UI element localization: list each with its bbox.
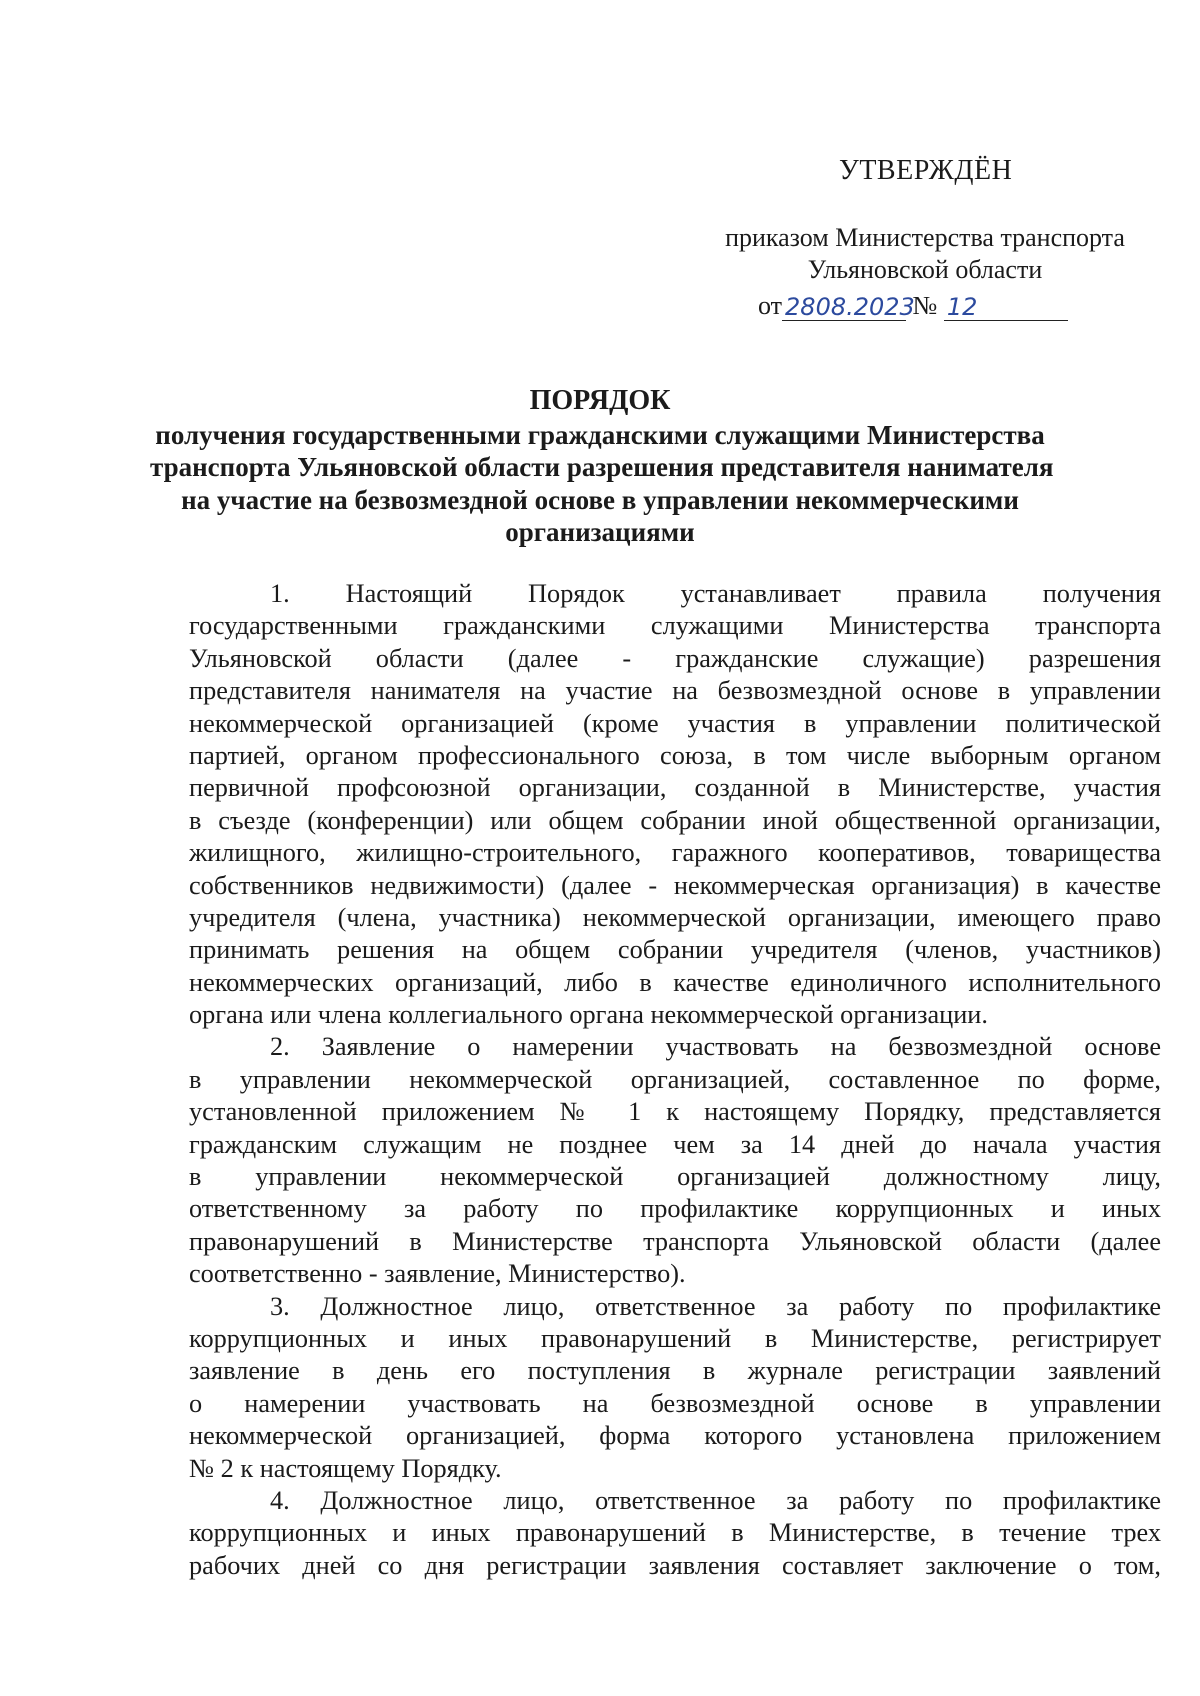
text-line: Ульяновской области (далее - гражданские служащие) разрешения <box>189 643 1161 673</box>
handwritten-number: 12 <box>946 293 978 321</box>
text-line: соответственно - заявление, Министерство). <box>189 1259 686 1289</box>
text-line: рабочих дней со дня регистрации заявления составляет заключение о том, <box>189 1550 1161 1580</box>
text-line: заявление в день его поступления в журнале регистрации заявлений <box>189 1356 1161 1386</box>
document-title <box>150 385 1054 549</box>
approval-stamp-heading: УТВЕРЖДЁН <box>839 155 1013 186</box>
text-line: жилищного, жилищно-строительного, гаражного кооперативов, товарищества <box>189 838 1161 868</box>
title-line: на участие на безвозмездной основе в управлении некоммерческими <box>181 484 1019 515</box>
text-line: партией, органом профессионального союза, в том числе выборным органом <box>189 740 1161 770</box>
title-main: ПОРЯДОК <box>529 385 671 416</box>
paragraph-2 <box>189 1031 1161 1290</box>
number-prefix: № <box>912 291 938 320</box>
text-line: в управлении некоммерческой организацией, составленное по форме, <box>189 1064 1161 1094</box>
approval-line: Ульяновской области <box>807 255 1043 284</box>
text-line: 4. Должностное лицо, ответственное за работу по профилактике <box>270 1485 1161 1515</box>
text-line: некоммерческой организацией, форма которого установлена приложением <box>189 1421 1161 1451</box>
text-line: некоммерческой организацией (кроме участия в управлении политической <box>189 708 1161 738</box>
text-line: 1. Настоящий Порядок устанавливает правила получения <box>270 579 1161 608</box>
text-line: в управлении некоммерческой организацией должностному лицу, <box>189 1162 1161 1192</box>
text-line: органа или члена коллегиального органа некоммерческой организации. <box>189 1000 988 1030</box>
text-line: принимать решения на общем собрании учредителя (членов, участников) <box>189 935 1161 965</box>
text-line: 3. Должностное лицо, ответственное за работу по профилактике <box>270 1291 1161 1321</box>
approval-line: приказом Министерства транспорта <box>725 223 1125 252</box>
text-line: 2. Заявление о намерении участвовать на безвозмездной основе <box>270 1032 1161 1062</box>
text-line: ответственному за работу по профилактике коррупционных и иных <box>189 1194 1161 1224</box>
text-line: установленной приложением № 1 к настоящему Порядку, представляется <box>189 1097 1161 1127</box>
text-line: собственников недвижимости) (далее - некоммерческая организация) в качестве <box>189 870 1161 900</box>
text-line: правонарушений в Министерстве транспорта Ульяновской области (далее <box>189 1226 1161 1256</box>
text-line: о намерении участвовать на безвозмездной основе в управлении <box>189 1388 1161 1418</box>
order-date-number <box>758 291 1068 321</box>
text-line: учредителя (члена, участника) некоммерческой организации, имеющего право <box>189 902 1161 932</box>
paragraph-3 <box>189 1291 1161 1485</box>
text-line: коррупционных и иных правонарушений в Министерстве, в течение трех <box>189 1518 1161 1548</box>
text-line: первичной профсоюзной организации, созданной в Министерстве, участия <box>189 773 1161 803</box>
paragraph-1 <box>189 578 1161 1031</box>
paragraph-4 <box>189 1485 1161 1582</box>
text-line: гражданским служащим не позднее чем за 14 дней до начала участия <box>189 1129 1161 1159</box>
handwritten-date: 2808.2023 <box>785 293 915 321</box>
number-field <box>944 292 1068 321</box>
date-prefix: от <box>758 291 783 320</box>
text-line: в съезде (конференции) или общем собрании иной общественной организации, <box>189 805 1161 835</box>
text-line: некоммерческих организаций, либо в качестве единоличного исполнительного <box>189 967 1161 997</box>
text-line: государственными гражданскими служащими Министерства транспорта <box>189 611 1161 641</box>
title-line: получения государственными гражданскими служащими Министерства <box>155 419 1045 450</box>
document-body <box>189 578 1161 1582</box>
text-line: № 2 к настоящему Порядку. <box>189 1453 502 1483</box>
title-line: организациями <box>505 517 695 547</box>
date-field <box>782 292 915 321</box>
text-line: представителя нанимателя на участие на безвозмездной основе в управлении <box>189 676 1161 706</box>
title-line: транспорта Ульяновской области разрешения представителя нанимателя <box>150 452 1054 482</box>
text-line: коррупционных и иных правонарушений в Министерстве, регистрирует <box>189 1323 1161 1353</box>
approval-order-text <box>700 222 1150 286</box>
